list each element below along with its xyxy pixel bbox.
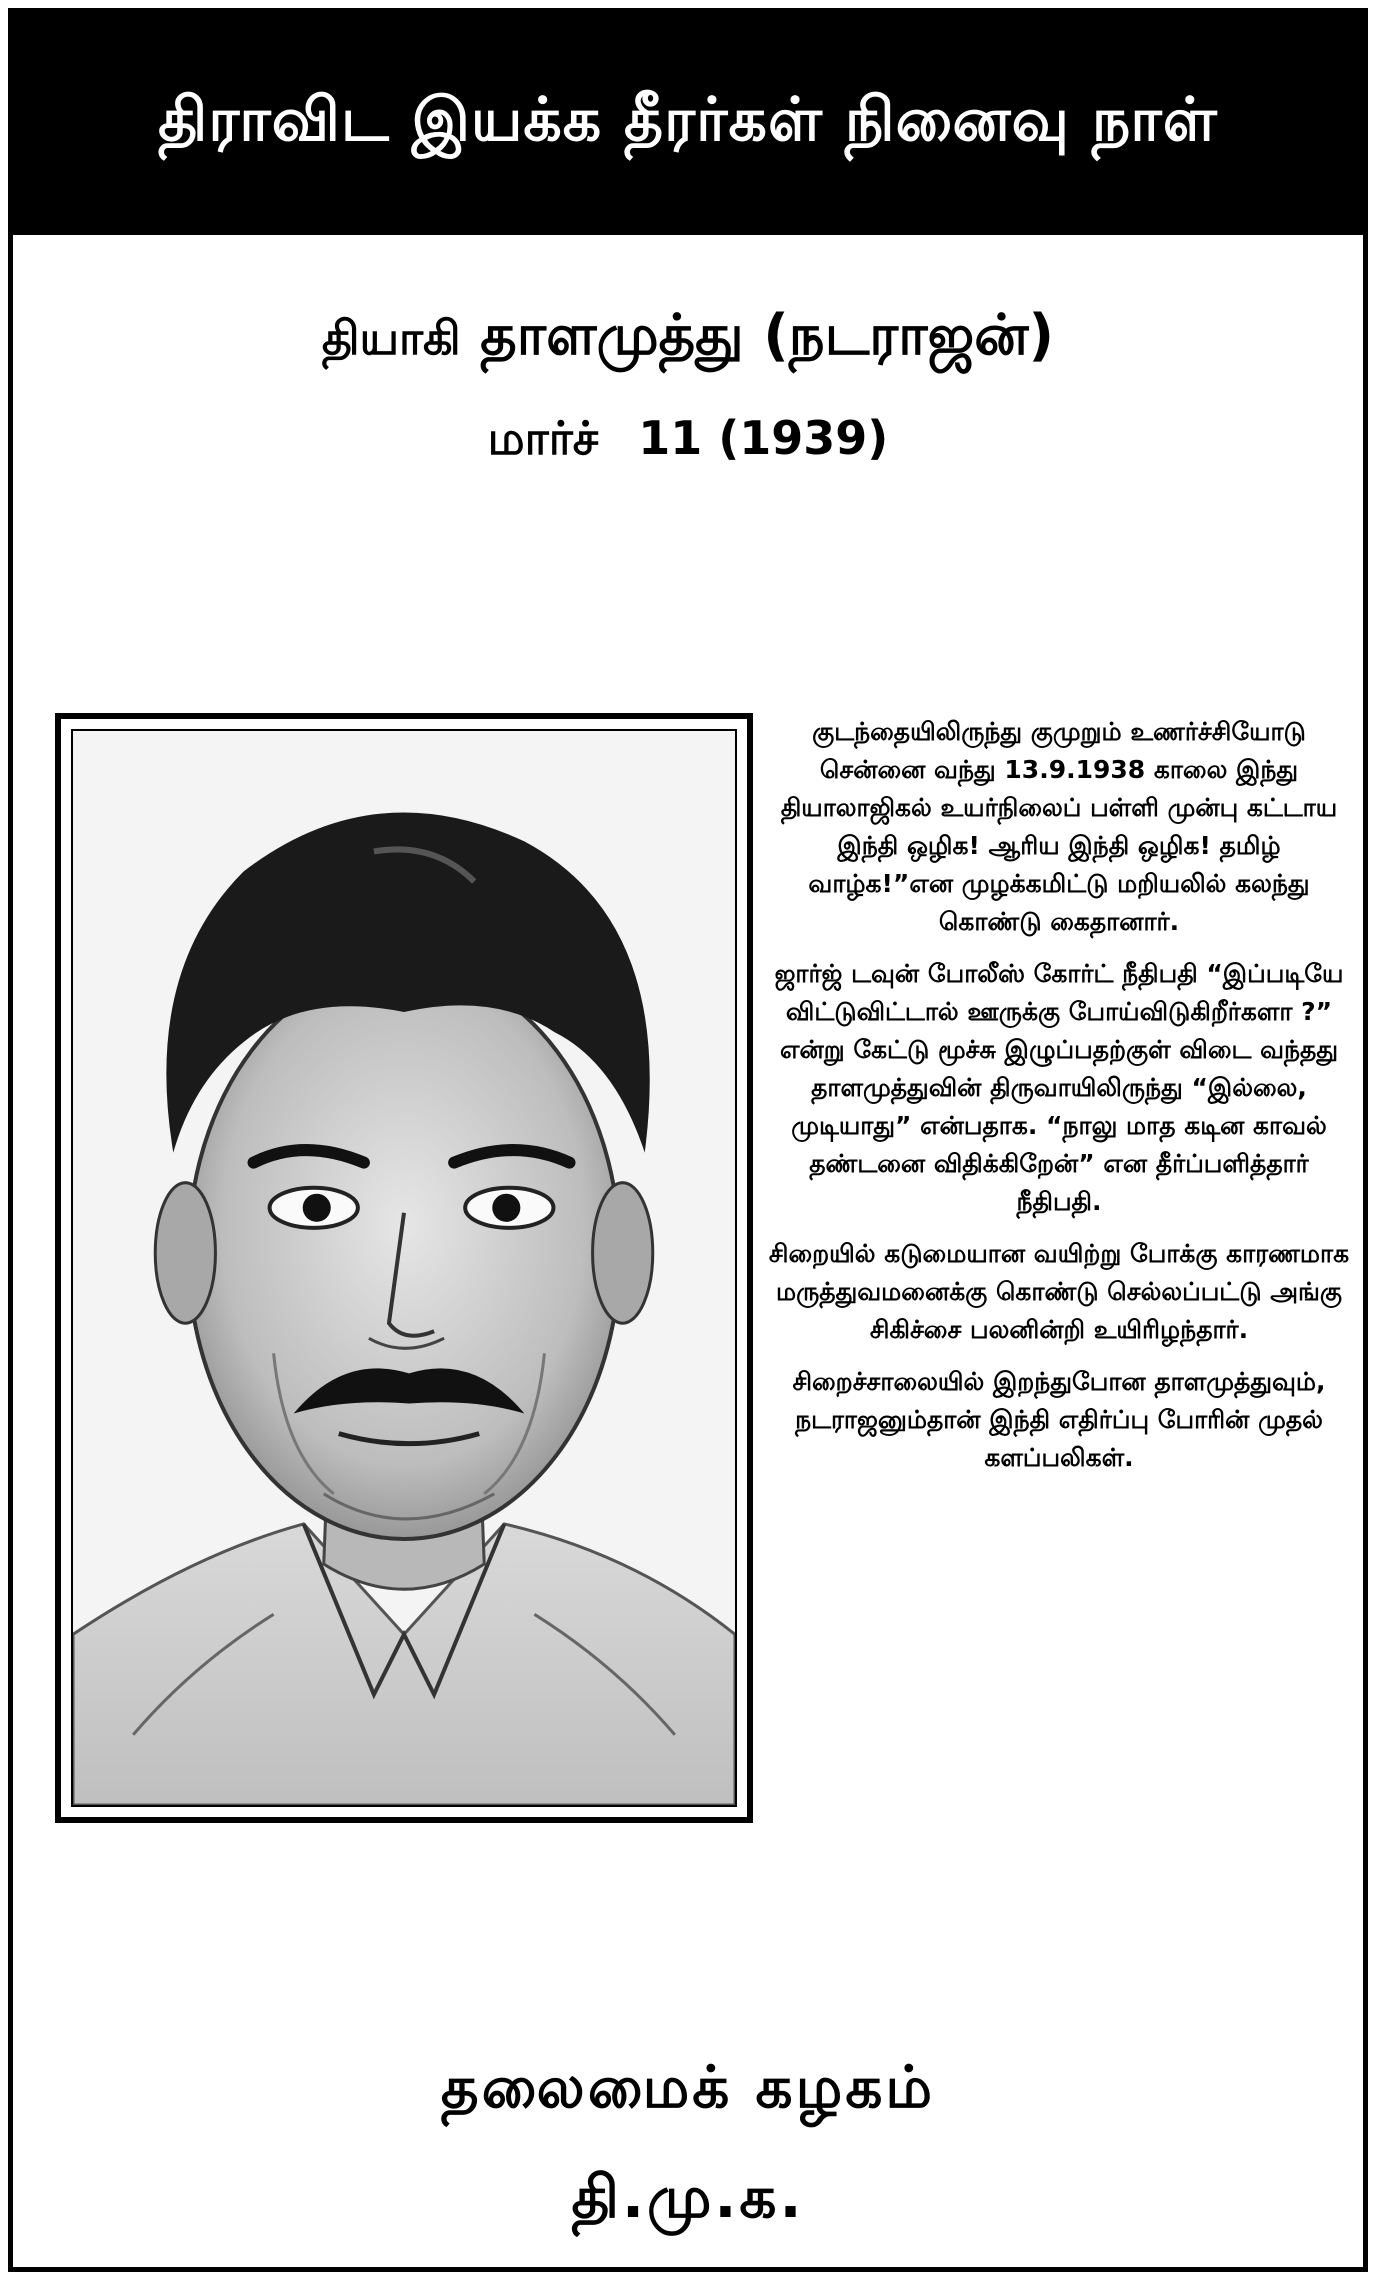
footer-party: தி.மு.க. bbox=[571, 2163, 805, 2231]
title-prefix: தியாகி bbox=[321, 311, 461, 365]
banner-title: திராவிட இயக்க தீரர்கள் நினைவு நாள் bbox=[158, 85, 1218, 155]
portrait-sketch-icon bbox=[71, 729, 737, 1807]
footer-organization: தலைமைக் கழகம் bbox=[440, 2053, 936, 2121]
story-paragraph-2: ஜார்ஜ் டவுன் போலீஸ் கோர்ட் நீதிபதி “இப்படியே விட்டுவிட்டால் ஊருக்கு போய்விடுகிறீர்களா ?” என்று கேட்டு மூச்சு இழுப்பதற்குள் விடை வந்தது தாளமுத்துவின் திருவாயிலிருந்து “இல்லை, முடியாது” என்பதாக. “நாலு மாத கடின காவல் தண்டனை விதிக்கிறேன்” என தீர்ப்பளித்தார் நீதிபதி. bbox=[774, 959, 1344, 1216]
date-day-year: 11 (1939) bbox=[638, 411, 889, 465]
story-text bbox=[763, 713, 1355, 1491]
memorial-date bbox=[13, 411, 1363, 472]
page-title bbox=[13, 303, 1363, 375]
story-paragraph-4: சிறைச்சாலையில் இறந்துபோன தாளமுத்துவும், நடராஜனும்தான் இந்தி எதிர்ப்பு போரின் முதல் களப்பலிகள். bbox=[792, 1367, 1326, 1472]
story-paragraph-1: குடந்தையிலிருந்து குமுறும் உணர்ச்சியோடு சென்னை வந்து 13.9.1938 காலை இந்து தியாலாஜிகல் உயர்நிலைப் பள்ளி முன்பு கட்டாய இந்தி ஒழிக! ஆரிய இந்தி ஒழிக! தமிழ் வாழ்க!”என முழக்கமிட்டு மறியலில் கலந்து கொண்டு கைதானார். bbox=[780, 717, 1338, 936]
header-banner bbox=[13, 13, 1363, 235]
portrait-frame bbox=[55, 713, 753, 1823]
martyr-name: தாளமுத்து (நடராஜன்) bbox=[480, 303, 1055, 368]
story-paragraph-3: சிறையில் கடுமையான வயிற்று போக்கு காரணமாக மருத்துவமனைக்கு கொண்டு செல்லப்பட்டு அங்கு சிகிச்சை பலனின்றி உயிரிழந்தார். bbox=[768, 1239, 1350, 1344]
poster-frame bbox=[8, 8, 1368, 2272]
date-month: மார்ச் bbox=[487, 411, 599, 465]
